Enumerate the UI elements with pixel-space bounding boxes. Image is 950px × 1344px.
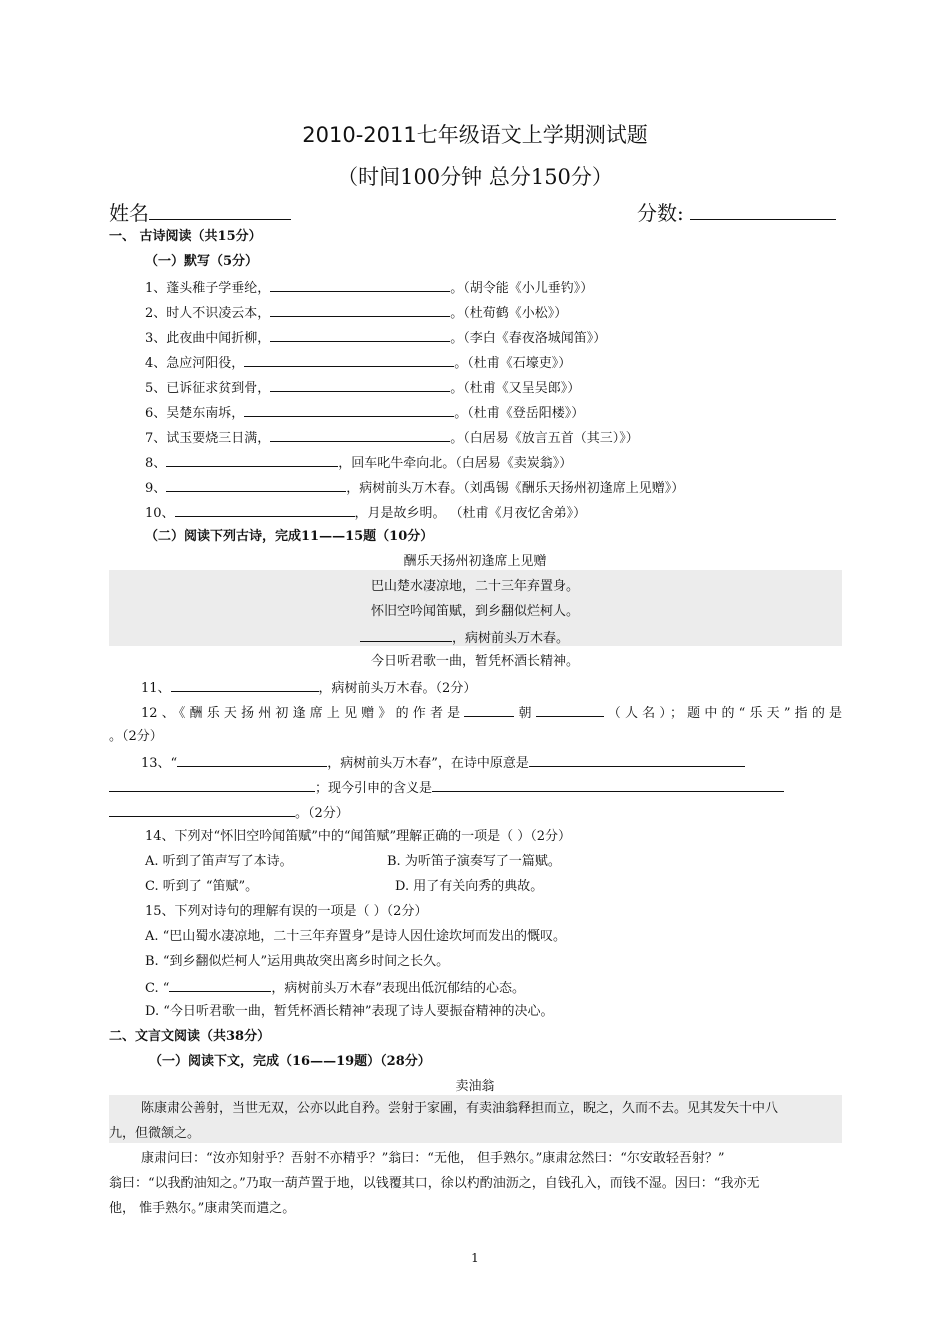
q14-option-c[interactable]: C. 听到了 “笛赋”。 bbox=[145, 879, 259, 894]
name-blank[interactable] bbox=[149, 206, 291, 220]
section1-part2-heading: （二）阅读下列古诗，完成11——15题（10分） bbox=[145, 529, 434, 544]
answer-blank[interactable] bbox=[244, 403, 454, 417]
poem-line-4: 今日听君歌一曲，暂凭杯酒长精神。 bbox=[370, 654, 579, 669]
dictation-item-6: 6、吴楚东南坼， 。（杜甫《登岳阳楼》） bbox=[145, 403, 584, 422]
question-15: 15、下列对诗句的理解有误的一项是（ ）（2分） bbox=[145, 904, 428, 919]
q14-option-d[interactable]: D. 用了有关向秀的典故。 bbox=[395, 879, 544, 894]
score-field bbox=[637, 200, 836, 226]
score-label: 分数: bbox=[637, 201, 684, 225]
answer-blank[interactable] bbox=[175, 503, 355, 517]
dictation-item-9: 9、 ，病树前头万木春。（刘禹锡《酬乐天扬州初逢席上见赠》） bbox=[145, 478, 684, 497]
question-12: 12、《酬乐天扬州初逢席上见赠》的作者是 朝 （人名）；题中的“乐天”指的是 bbox=[141, 703, 842, 722]
page-title: 2010-2011七年级语文上学期测试题 bbox=[302, 123, 648, 147]
answer-blank[interactable] bbox=[270, 378, 450, 392]
name-field bbox=[109, 200, 291, 226]
page-number: 1 bbox=[471, 1251, 479, 1265]
section2-heading: 二、文言文阅读（共38分） bbox=[109, 1029, 271, 1044]
answer-blank[interactable] bbox=[109, 778, 315, 792]
answer-blank[interactable] bbox=[270, 328, 450, 342]
poem-line-1: 巴山楚水凄凉地，二十三年弃置身。 bbox=[370, 579, 579, 594]
answer-blank[interactable] bbox=[166, 478, 346, 492]
passage-para1-line2: 九，但微颔之。 bbox=[109, 1126, 201, 1141]
q15-option-d[interactable]: D. “今日听君歌一曲，暂凭杯酒长精神”表现了诗人要振奋精神的决心。 bbox=[145, 1004, 554, 1019]
section1-heading: 一、 古诗阅读（共15分） bbox=[109, 229, 262, 244]
answer-blank[interactable] bbox=[244, 353, 454, 367]
q15-option-b[interactable]: B. “到乡翻似烂柯人”运用典故突出离乡时间之长久。 bbox=[145, 954, 450, 969]
passage-title: 卖油翁 bbox=[455, 1079, 495, 1094]
q14-option-b[interactable]: B. 为听笛子演奏写了一篇赋。 bbox=[387, 854, 561, 869]
answer-blank[interactable] bbox=[529, 753, 745, 767]
answer-blank[interactable] bbox=[171, 678, 319, 692]
question-12-end: 。（2分） bbox=[109, 729, 163, 744]
answer-blank[interactable] bbox=[464, 703, 514, 717]
dictation-item-10: 10、 ，月是故乡明。 （杜甫《月夜忆舍弟》） bbox=[145, 503, 586, 522]
poem-line-3: ，病树前头万木春。 bbox=[360, 628, 569, 647]
name-label: 姓名 bbox=[109, 201, 149, 225]
dictation-item-5: 5、已诉征求贫到骨， 。（杜甫《又呈吴郎》） bbox=[145, 378, 580, 397]
q15-option-a[interactable]: A. “巴山蜀水凄凉地，二十三年弃置身”是诗人因仕途坎坷而发出的慨叹。 bbox=[145, 929, 566, 944]
dictation-item-2: 2、时人不识凌云本， 。（杜荀鹤《小松》） bbox=[145, 303, 567, 322]
exam-subtitle: （时间100分钟 总分150分） bbox=[337, 165, 613, 189]
answer-blank[interactable] bbox=[270, 303, 450, 317]
q15-option-c[interactable]: C. “ ，病树前头万木春”表现出低沉郁结的心态。 bbox=[145, 978, 525, 997]
question-11: 11、 ，病树前头万木春。（2分） bbox=[141, 678, 476, 697]
answer-blank[interactable] bbox=[270, 428, 450, 442]
dictation-item-7: 7、试玉要烧三日满， 。（白居易《放言五首（其三）》） bbox=[145, 428, 639, 447]
answer-blank[interactable] bbox=[109, 803, 295, 817]
dictation-item-4: 4、急应河阳役， 。（杜甫《石壕吏》） bbox=[145, 353, 571, 372]
answer-blank[interactable] bbox=[536, 703, 604, 717]
question-13-line2: ；现今引申的含义是 bbox=[109, 778, 784, 797]
passage-para1-line1: 陈康肃公善射，当世无双，公亦以此自矜。尝射于家圃，有卖油翁释担而立，睨之，久而不去。见其发矢十中八 bbox=[141, 1101, 779, 1116]
answer-blank[interactable] bbox=[270, 278, 450, 292]
section2-part1-heading: （一）阅读下文，完成（16——19题）（28分） bbox=[149, 1054, 431, 1069]
dictation-item-3: 3、此夜曲中闻折柳， 。（李白《春夜洛城闻笛》） bbox=[145, 328, 606, 347]
question-14: 14、下列对“怀旧空吟闻笛赋”中的“闻笛赋”理解正确的一项是（ ）（2分） bbox=[145, 829, 572, 844]
answer-blank[interactable] bbox=[432, 778, 784, 792]
answer-blank[interactable] bbox=[166, 453, 338, 467]
answer-blank[interactable] bbox=[169, 978, 271, 992]
dictation-item-8: 8、 ，回车叱牛牵向北。（白居易《卖炭翁》） bbox=[145, 453, 572, 472]
dictation-item-1: 1、蓬头稚子学垂纶， 。（胡令能《小儿垂钓》） bbox=[145, 278, 593, 297]
answer-blank[interactable] bbox=[177, 753, 327, 767]
passage-para2-line1: 康肃问曰：“汝亦知射乎？吾射不亦精乎？”翁曰：“无他， 但手熟尔。”康肃忿然曰：“尔安敢轻吾射？” bbox=[141, 1151, 725, 1166]
score-blank[interactable] bbox=[690, 206, 836, 220]
q14-option-a[interactable]: A. 听到了笛声写了本诗。 bbox=[145, 854, 293, 869]
question-13-line3: 。（2分） bbox=[109, 803, 349, 822]
section1-part1-heading: （一）默写（5分） bbox=[145, 254, 259, 269]
passage-para2-line2: 翁曰：“以我酌油知之。”乃取一葫芦置于地，以钱覆其口，徐以杓酌油沥之，自钱孔入，而钱不湿。因曰：“我亦无 bbox=[109, 1176, 760, 1191]
passage-para2-line3: 他， 惟手熟尔。”康肃笑而遣之。 bbox=[109, 1201, 296, 1216]
poem-title: 酬乐天扬州初逢席上见赠 bbox=[403, 554, 547, 569]
poem-line-2: 怀旧空吟闻笛赋，到乡翻似烂柯人。 bbox=[370, 604, 579, 619]
poem-blank[interactable] bbox=[360, 628, 452, 642]
question-13: 13、“ ，病树前头万木春”，在诗中原意是 bbox=[141, 753, 745, 772]
